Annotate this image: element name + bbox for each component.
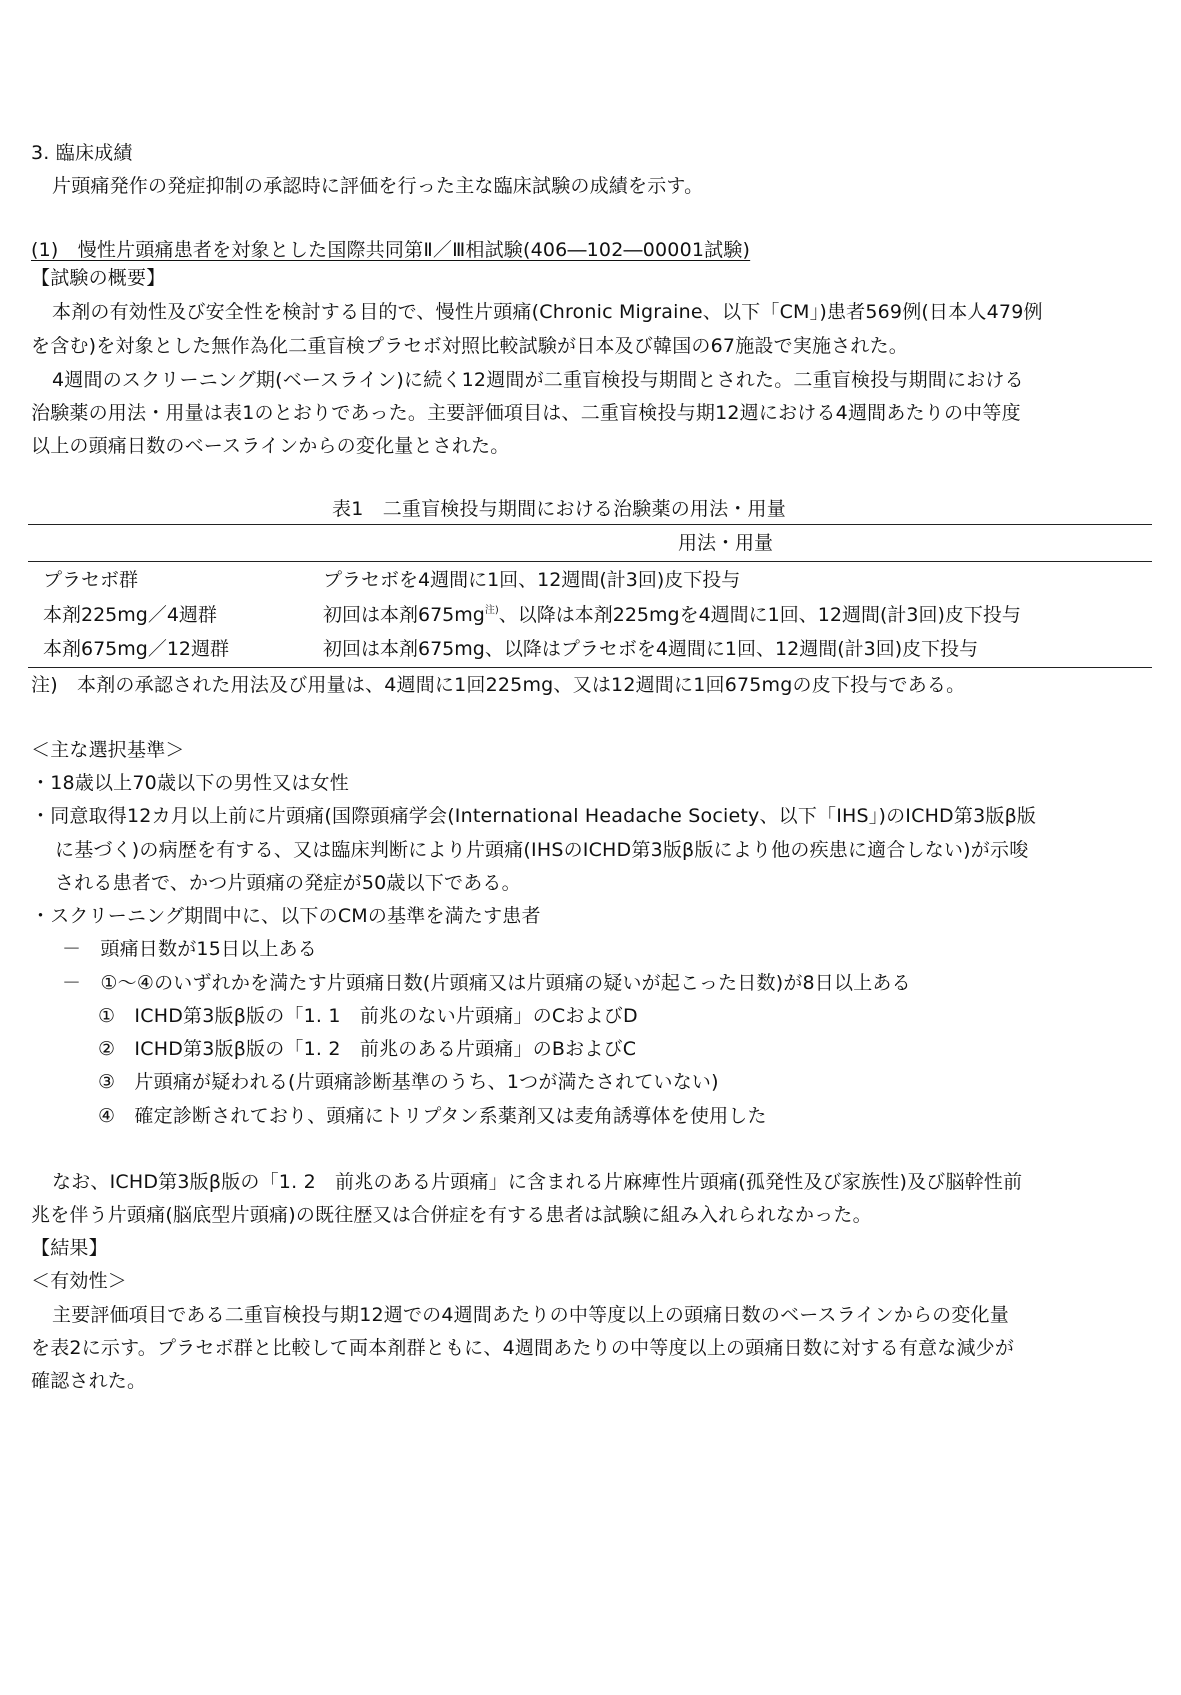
table-row-dosage: 初回は本剤$675mg^{注)}$、以降は本剤225mgを4週間に1回、12週間(計3回)皮下投与 [323, 604, 1021, 626]
criteria-item: される患者で、かつ片頭痛の発症が50歳以下である。 [55, 872, 521, 894]
study-title: (1) 慢性片頭痛患者を対象とした国際共同第Ⅱ／Ⅲ相試験(406―102―00001試験) [31, 239, 751, 261]
overview-line: を含む)を対象とした無作為化二重盲検プラセボ対照比較試験が日本及び韓国の67施設で実施された。 [31, 335, 908, 357]
criteria-heading: ＜主な選択基準＞ [31, 739, 185, 761]
overview-line: 治験薬の用法・用量は表1のとおりであった。主要評価項目は、二重盲検投与期12週における4週間あたりの中等度 [31, 402, 1021, 424]
exclusion-line: なお、ICHD第3版β版の「1. 2 前兆のある片頭痛」に含まれる片麻痺性片頭痛(孤発性及び家族性)及び脳幹性前 [52, 1171, 1023, 1193]
overview-line: 4週間のスクリーニング期(ベースライン)に続く12週間が二重盲検投与期間とされた。二重盲検投与期間における [52, 369, 1024, 391]
table-header-rule [28, 561, 1152, 562]
exclusion-line: 兆を伴う片頭痛(脳底型片頭痛)の既往歴又は合併症を有する患者は試験に組み入れられなかった。 [31, 1204, 872, 1226]
efficacy-heading: ＜有効性＞ [31, 1270, 128, 1292]
intro-text: 片頭痛発作の発症抑制の承認時に評価を行った主な臨床試験の成績を示す。 [52, 175, 704, 197]
criteria-item: ・18歳以上70歳以下の男性又は女性 [31, 772, 349, 794]
criteria-sub-item: － 頭痛日数が15日以上ある [62, 938, 317, 960]
table-row-dosage: 初回は本剤675mg、以降はプラセボを4週間に1回、12週間(計3回)皮下投与 [323, 638, 979, 660]
criteria-sub-item: － ①～④のいずれかを満たす片頭痛日数(片頭痛又は片頭痛の疑いが起こった日数)が8日以上ある [62, 972, 911, 994]
criteria-sub-sub-item: ② ICHD第3版β版の「1. 2 前兆のある片頭痛」のBおよびC [98, 1038, 637, 1060]
table-row-group: 本剤225mg／4週群 [43, 604, 217, 626]
criteria-item: ・スクリーニング期間中に、以下のCMの基準を満たす患者 [31, 905, 541, 927]
criteria-sub-sub-item: ① ICHD第3版β版の「1. 1 前兆のない片頭痛」のCおよびD [98, 1005, 638, 1027]
criteria-item: に基づく)の病歴を有する、又は臨床判断により片頭痛(IHSのICHD第3版β版により他の疾患に適合しない)が示唆 [55, 839, 1029, 861]
efficacy-line: を表2に示す。プラセボ群と比較して両本剤群ともに、4週間あたりの中等度以上の頭痛日数に対する有意な減少が [31, 1337, 1015, 1359]
criteria-item: ・同意取得12カ月以上前に片頭痛(国際頭痛学会(International Headache Society、以下「IHS」)のICHD第3版β版 [31, 805, 1037, 827]
table-footnote: 注) 本剤の承認された用法及び用量は、4週間に1回225mg、又は12週間に1回675mgの皮下投与である。 [31, 674, 966, 696]
table-top-rule [28, 524, 1152, 525]
overview-line: 本剤の有効性及び安全性を検討する目的で、慢性片頭痛(Chronic Migraine、以下「CM」)患者569例(日本人479例 [52, 301, 1043, 323]
criteria-sub-sub-item: ③ 片頭痛が疑われる(片頭痛診断基準のうち、1つが満たされていない) [98, 1071, 719, 1093]
criteria-sub-sub-item: ④ 確定診断されており、頭痛にトリプタン系薬剤又は麦角誘導体を使用した [98, 1105, 767, 1127]
footnote-mark: 注) [484, 605, 499, 616]
table-row-dosage: プラセボを4週間に1回、12週間(計3回)皮下投与 [323, 569, 741, 591]
efficacy-line: 確認された。 [31, 1370, 147, 1392]
table-bottom-rule [28, 667, 1152, 668]
table-row-group: 本剤675mg／12週群 [43, 638, 230, 660]
results-heading: 【結果】 [31, 1237, 108, 1259]
table-row-group: プラセボ群 [43, 569, 139, 591]
table-caption: 表1 二重盲検投与期間における治験薬の用法・用量 [332, 498, 786, 520]
section-heading: 3. 臨床成績 [31, 142, 133, 164]
efficacy-line: 主要評価項目である二重盲検投与期12週での4週間あたりの中等度以上の頭痛日数のベースラインからの変化量 [52, 1304, 1009, 1326]
table-header-dosage: 用法・用量 [678, 532, 774, 554]
overview-line: 以上の頭痛日数のベースラインからの変化量とされた。 [31, 435, 510, 457]
overview-heading: 【試験の概要】 [31, 267, 166, 289]
